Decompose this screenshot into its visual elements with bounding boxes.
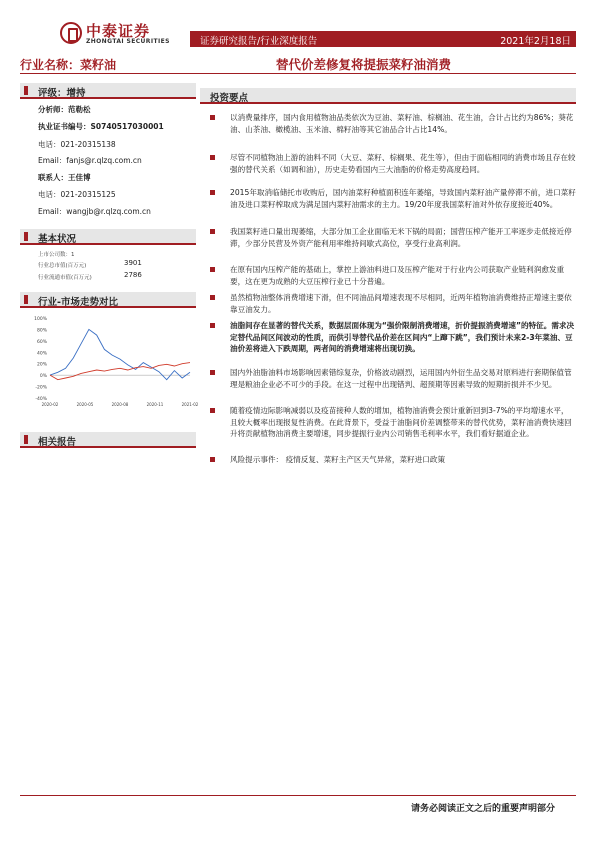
bullet-icon [210,295,215,300]
x-tick-label: 2020-05 [76,402,94,407]
y-tick-label: 40% [36,351,47,357]
page-title: 替代价差修复将提振菜籽油消费 [276,57,452,72]
x-tick-label: 2020-02 [41,402,59,407]
y-tick-label: -20% [35,385,47,391]
header-divider [20,73,576,74]
key-point-text: 我国菜籽进口量出现萎缩，大部分加工企业面临无米下锅的局面；国营压榨产能开工率逐步走低接近停滞，少部分民营及外资产能利用率维持间歇式高位，享受行业高利润。 [230,227,572,248]
key-point-text: 在原有国内压榨产能的基础上，掌控上游油料进口及压榨产能对于行业内公司获取产业链利润愈发重要，这在更为成熟的大豆压榨行业已十分普遍。 [230,265,565,286]
contact-phone: 电话：021-20315125 [38,190,116,199]
brand-name: 中泰证券 [86,22,151,40]
y-tick-label: 20% [36,362,47,368]
analyst-phone: 电话：021-20315138 [38,140,116,149]
x-tick-label: 2021-02 [181,402,199,407]
key-point-text: 尽管不同植物油上游的油料不同（大豆、菜籽、棕榈果、花生等），但由于面临相同的消费市场且存在较强的替代关系（如调和油），历史走势看国内三大油脂的价格走势高度趋同。 [230,153,576,174]
contact-email[interactable]: Email：wangjb@r.qlzq.com.cn [38,207,151,216]
bullet-icon [210,190,215,195]
key-point-text: 2015年取消临储托市收购后，国内油菜籽种植面积连年萎缩，导致国内菜籽油产量停滞不前，进口菜籽油及进口菜籽榨取成为满足国内菜籽油需求的主力。19/20年度我国菜籽油对外依存度接近40%。 [230,188,576,209]
basic-value-2: 3901 [124,259,142,267]
bullet-icon [210,267,215,272]
footer-divider [20,795,576,796]
y-tick-label: 60% [36,339,47,345]
footer-disclaimer: 请务必阅读正文之后的重要声明部分 [410,804,555,814]
basic-value-3: 2786 [124,271,142,279]
key-point-text: 风险提示事件： 疫情反复、菜籽主产区天气异常，菜籽进口政策 [230,455,446,464]
bullet-icon [210,370,215,375]
x-tick-label: 2020-11 [146,402,164,407]
y-tick-label: 100% [34,317,47,322]
bullet-icon [210,457,215,462]
report-type: 证券研究报告/行业深度报告 [200,36,318,47]
key-point-text: 油脂间存在显著的替代关系，数据层面体现为“强价限制消费增速，折价提振消费增速”的特征。需求决定替代品间区间波动的性质，而供引导替代品价差在区间内“上蹿下跳”，我们预计未来2-3年菜油、豆油价差将进入下跌周期，两者间的消费增速将出现切换。 [230,321,575,353]
trend-header: 行业-市场走势对比 [20,292,196,308]
analyst-email[interactable]: Email：fanjs@r.qlzq.com.cn [38,156,142,165]
key-point-text: 虽然植物油整体消费增速下滑，但不同油品间增速表现不尽相同，近两年植物油消费维持正增速主要依靠豆油发力。 [230,293,572,314]
bullet-icon [210,115,215,120]
bullet-icon [210,323,215,328]
key-point-text: 随着疫情边际影响减弱以及疫苗接种人数的增加，植物油消费会预计重新回到3-7%的平均增速水平，且较大概率出现报复性消费。在此背景下，受益于油脂间价差调整带来的替代优势，菜籽油消费快速回升将贡献植物油消费主要增速，同步提振行业内公司销售毛利率水平，我们看好据道企业。 [230,406,572,438]
series-line-1 [50,329,190,379]
cert-label: 执业证书编号：S0740517030001 [38,122,164,131]
bullet-icon [210,229,215,234]
basic-label-2: 行业总市值(百万元) [38,263,87,269]
key-point-text: 以消费量排序，国内食用植物油品类依次为豆油、菜籽油、棕榈油、花生油，合计占比约为86%；葵花油、山茶油、橄榄油、玉米油、棉籽油等其它油品合计占比14%。 [230,113,574,134]
basic-label-3: 行业流通市值(百万元) [38,275,92,281]
report-date: 2021年2月18日 [500,36,571,47]
y-tick-label: 0% [39,374,47,380]
brand-logo-icon [60,22,82,44]
key-points-header: 投资要点 [200,88,576,104]
y-tick-label: -40% [35,397,47,402]
y-tick-label: 80% [36,328,47,334]
trend-chart [20,312,199,412]
analyst-label: 分析师：范勒松 [38,105,91,114]
bullet-icon [210,155,215,160]
rating-header: 评级：增持 [20,83,196,99]
bullet-icon [210,408,215,413]
contact-label: 联系人：王佳博 [38,173,91,182]
basic-label-1: 上市公司数：1 [38,252,75,258]
brand-name-en: ZHONGTAI SECURITIES [86,38,170,45]
industry-name: 行业名称：菜籽油 [20,58,117,72]
key-point-text: 国内外油脂油料市场影响因素错综复杂，价格波动剧烈，运用国内外衍生品交易对原料进行套期保值管理是粮油企业必不可少的手段。在这一过程中出现错判、超预期等因素导致的短期折损并不少见。 [230,368,572,389]
related-reports-header: 相关报告 [20,432,196,448]
x-tick-label: 2020-08 [111,402,129,407]
basic-info-header: 基本状况 [20,229,196,245]
